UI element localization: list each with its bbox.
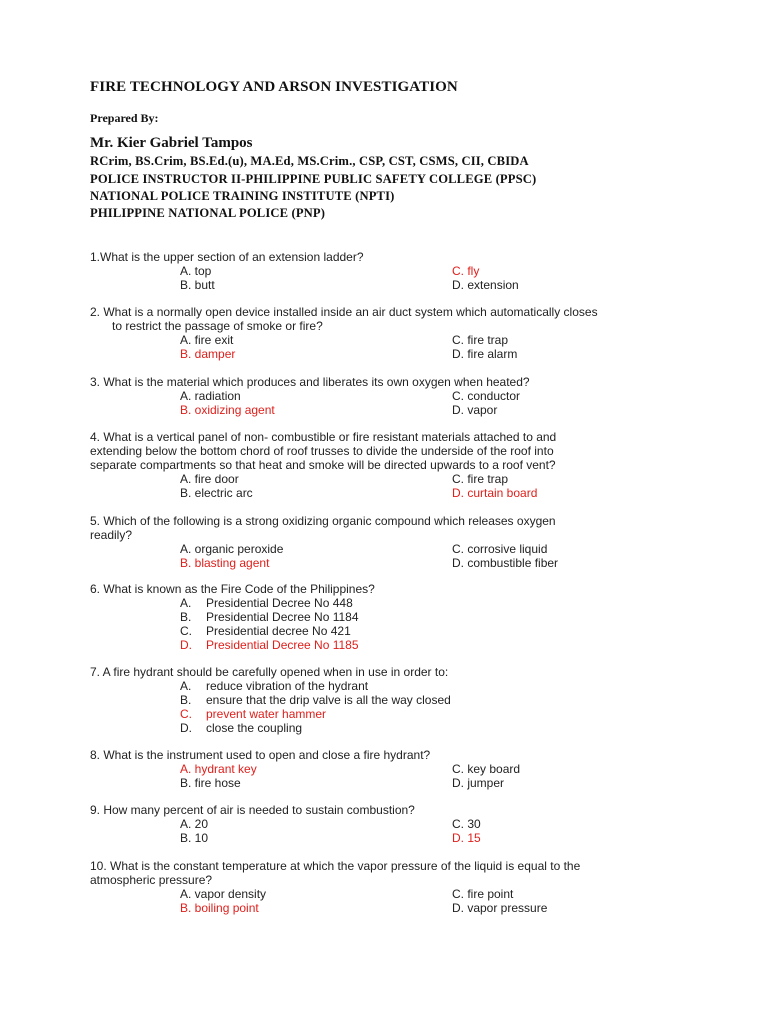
answer-choice: D. combustible fiber	[452, 556, 559, 570]
answer-choice: C. fire point	[452, 887, 514, 901]
choice-letter: B.	[180, 693, 192, 707]
answer-choice: B. fire hose	[180, 776, 241, 790]
choice-text: Presidential decree No 421	[206, 624, 351, 638]
answer-choice: A. fire exit	[180, 333, 234, 347]
choice-text: Presidential Decree No 1185	[206, 638, 359, 652]
question-2-text: 2. What is a normally open device installed inside an air duct system which automatically closes	[90, 305, 598, 319]
correct-answer: C. fly	[452, 264, 480, 278]
correct-answer: B. damper	[180, 347, 236, 361]
choice-letter: A.	[180, 679, 192, 693]
choice-letter: A.	[180, 596, 192, 610]
answer-choice: A. fire door	[180, 472, 239, 486]
answer-choice: B. electric arc	[180, 486, 253, 500]
answer-choice: A. 20	[180, 817, 209, 831]
choice-text: Presidential Decree No 448	[206, 596, 353, 610]
answer-choice: A. organic peroxide	[180, 542, 284, 556]
answer-choice: B. 10	[180, 831, 209, 845]
answer-choice: C. key board	[452, 762, 521, 776]
correct-answer: B. boiling point	[180, 901, 259, 915]
answer-choice: C. conductor	[452, 389, 521, 403]
author-organization: PHILIPPINE NATIONAL POLICE (PNP)	[90, 206, 326, 220]
question-6-text: 6. What is known as the Fire Code of the Philippines?	[90, 582, 375, 596]
choice-text: Presidential Decree No 1184	[206, 610, 359, 624]
answer-choice: D. extension	[452, 278, 519, 292]
choice-text: close the coupling	[206, 721, 303, 735]
answer-choice	[180, 624, 351, 638]
question-4-text: extending below the bottom chord of roof trusses to divide the underside of the roof into	[90, 444, 554, 458]
document-title: FIRE TECHNOLOGY AND ARSON INVESTIGATION	[90, 79, 458, 95]
answer-choice: A. vapor density	[180, 887, 267, 901]
author-institute: NATIONAL POLICE TRAINING INSTITUTE (NPTI)	[90, 189, 395, 203]
question-5-text: 5. Which of the following is a strong oxidizing organic compound which releases oxygen	[90, 514, 556, 528]
answer-choice: C. fire trap	[452, 333, 509, 347]
question-1-text: 1.What is the upper section of an extension ladder?	[90, 250, 364, 264]
choice-letter: C.	[180, 707, 192, 721]
answer-choice	[180, 610, 359, 624]
answer-choice: C. 30	[452, 817, 481, 831]
correct-answer: D. 15	[452, 831, 481, 845]
prepared-by-label: Prepared By:	[90, 111, 159, 125]
correct-answer: A. hydrant key	[180, 762, 257, 776]
question-9-text: 9. How many percent of air is needed to sustain combustion?	[90, 803, 415, 817]
answer-choice	[180, 596, 353, 610]
choice-text: prevent water hammer	[206, 707, 327, 721]
question-3-text: 3. What is the material which produces and liberates its own oxygen when heated?	[90, 375, 530, 389]
correct-answer	[180, 707, 326, 721]
answer-choice: D. vapor	[452, 403, 498, 417]
author-position: POLICE INSTRUCTOR II-PHILIPPINE PUBLIC SAFETY COLLEGE (PPSC)	[90, 172, 537, 186]
answer-choice: C. corrosive liquid	[452, 542, 548, 556]
answer-choice: A. top	[180, 264, 212, 278]
question-2-text: to restrict the passage of smoke or fire?	[112, 319, 323, 333]
answer-choice: D. vapor pressure	[452, 901, 548, 915]
question-5-text: readily?	[90, 528, 133, 542]
answer-choice	[180, 679, 368, 693]
question-4-text: 4. What is a vertical panel of non- combustible or fire resistant materials attached to and	[90, 430, 557, 444]
answer-choice: B. butt	[180, 278, 215, 292]
choice-letter: D.	[180, 638, 192, 652]
question-10-text: atmospheric pressure?	[90, 873, 213, 887]
answer-choice: D. jumper	[452, 776, 505, 790]
choice-text: reduce vibration of the hydrant	[206, 679, 369, 693]
choice-text: ensure that the drip valve is all the way closed	[206, 693, 451, 707]
author-name: Mr. Kier Gabriel Tampos	[90, 135, 253, 151]
answer-choice	[180, 721, 302, 735]
answer-choice	[180, 693, 451, 707]
correct-answer: B. blasting agent	[180, 556, 270, 570]
correct-answer: B. oxidizing agent	[180, 403, 275, 417]
question-4-text: separate compartments so that heat and smoke will be directed upwards to a roof vent?	[90, 458, 556, 472]
correct-answer: D. curtain board	[452, 486, 538, 500]
answer-choice: A. radiation	[180, 389, 241, 403]
choice-letter: B.	[180, 610, 192, 624]
choice-letter: D.	[180, 721, 192, 735]
answer-choice: D. fire alarm	[452, 347, 518, 361]
correct-answer	[180, 638, 359, 652]
question-10-text: 10. What is the constant temperature at which the vapor pressure of the liquid is equal to the	[90, 859, 581, 873]
question-7-text: 7. A fire hydrant should be carefully opened when in use in order to:	[90, 665, 449, 679]
author-credentials: RCrim, BS.Crim, BS.Ed.(u), MA.Ed, MS.Crim., CSP, CST, CSMS, CII, CBIDA	[90, 154, 529, 168]
question-8-text: 8. What is the instrument used to open and close a fire hydrant?	[90, 748, 431, 762]
choice-letter: C.	[180, 624, 192, 638]
answer-choice: C. fire trap	[452, 472, 509, 486]
